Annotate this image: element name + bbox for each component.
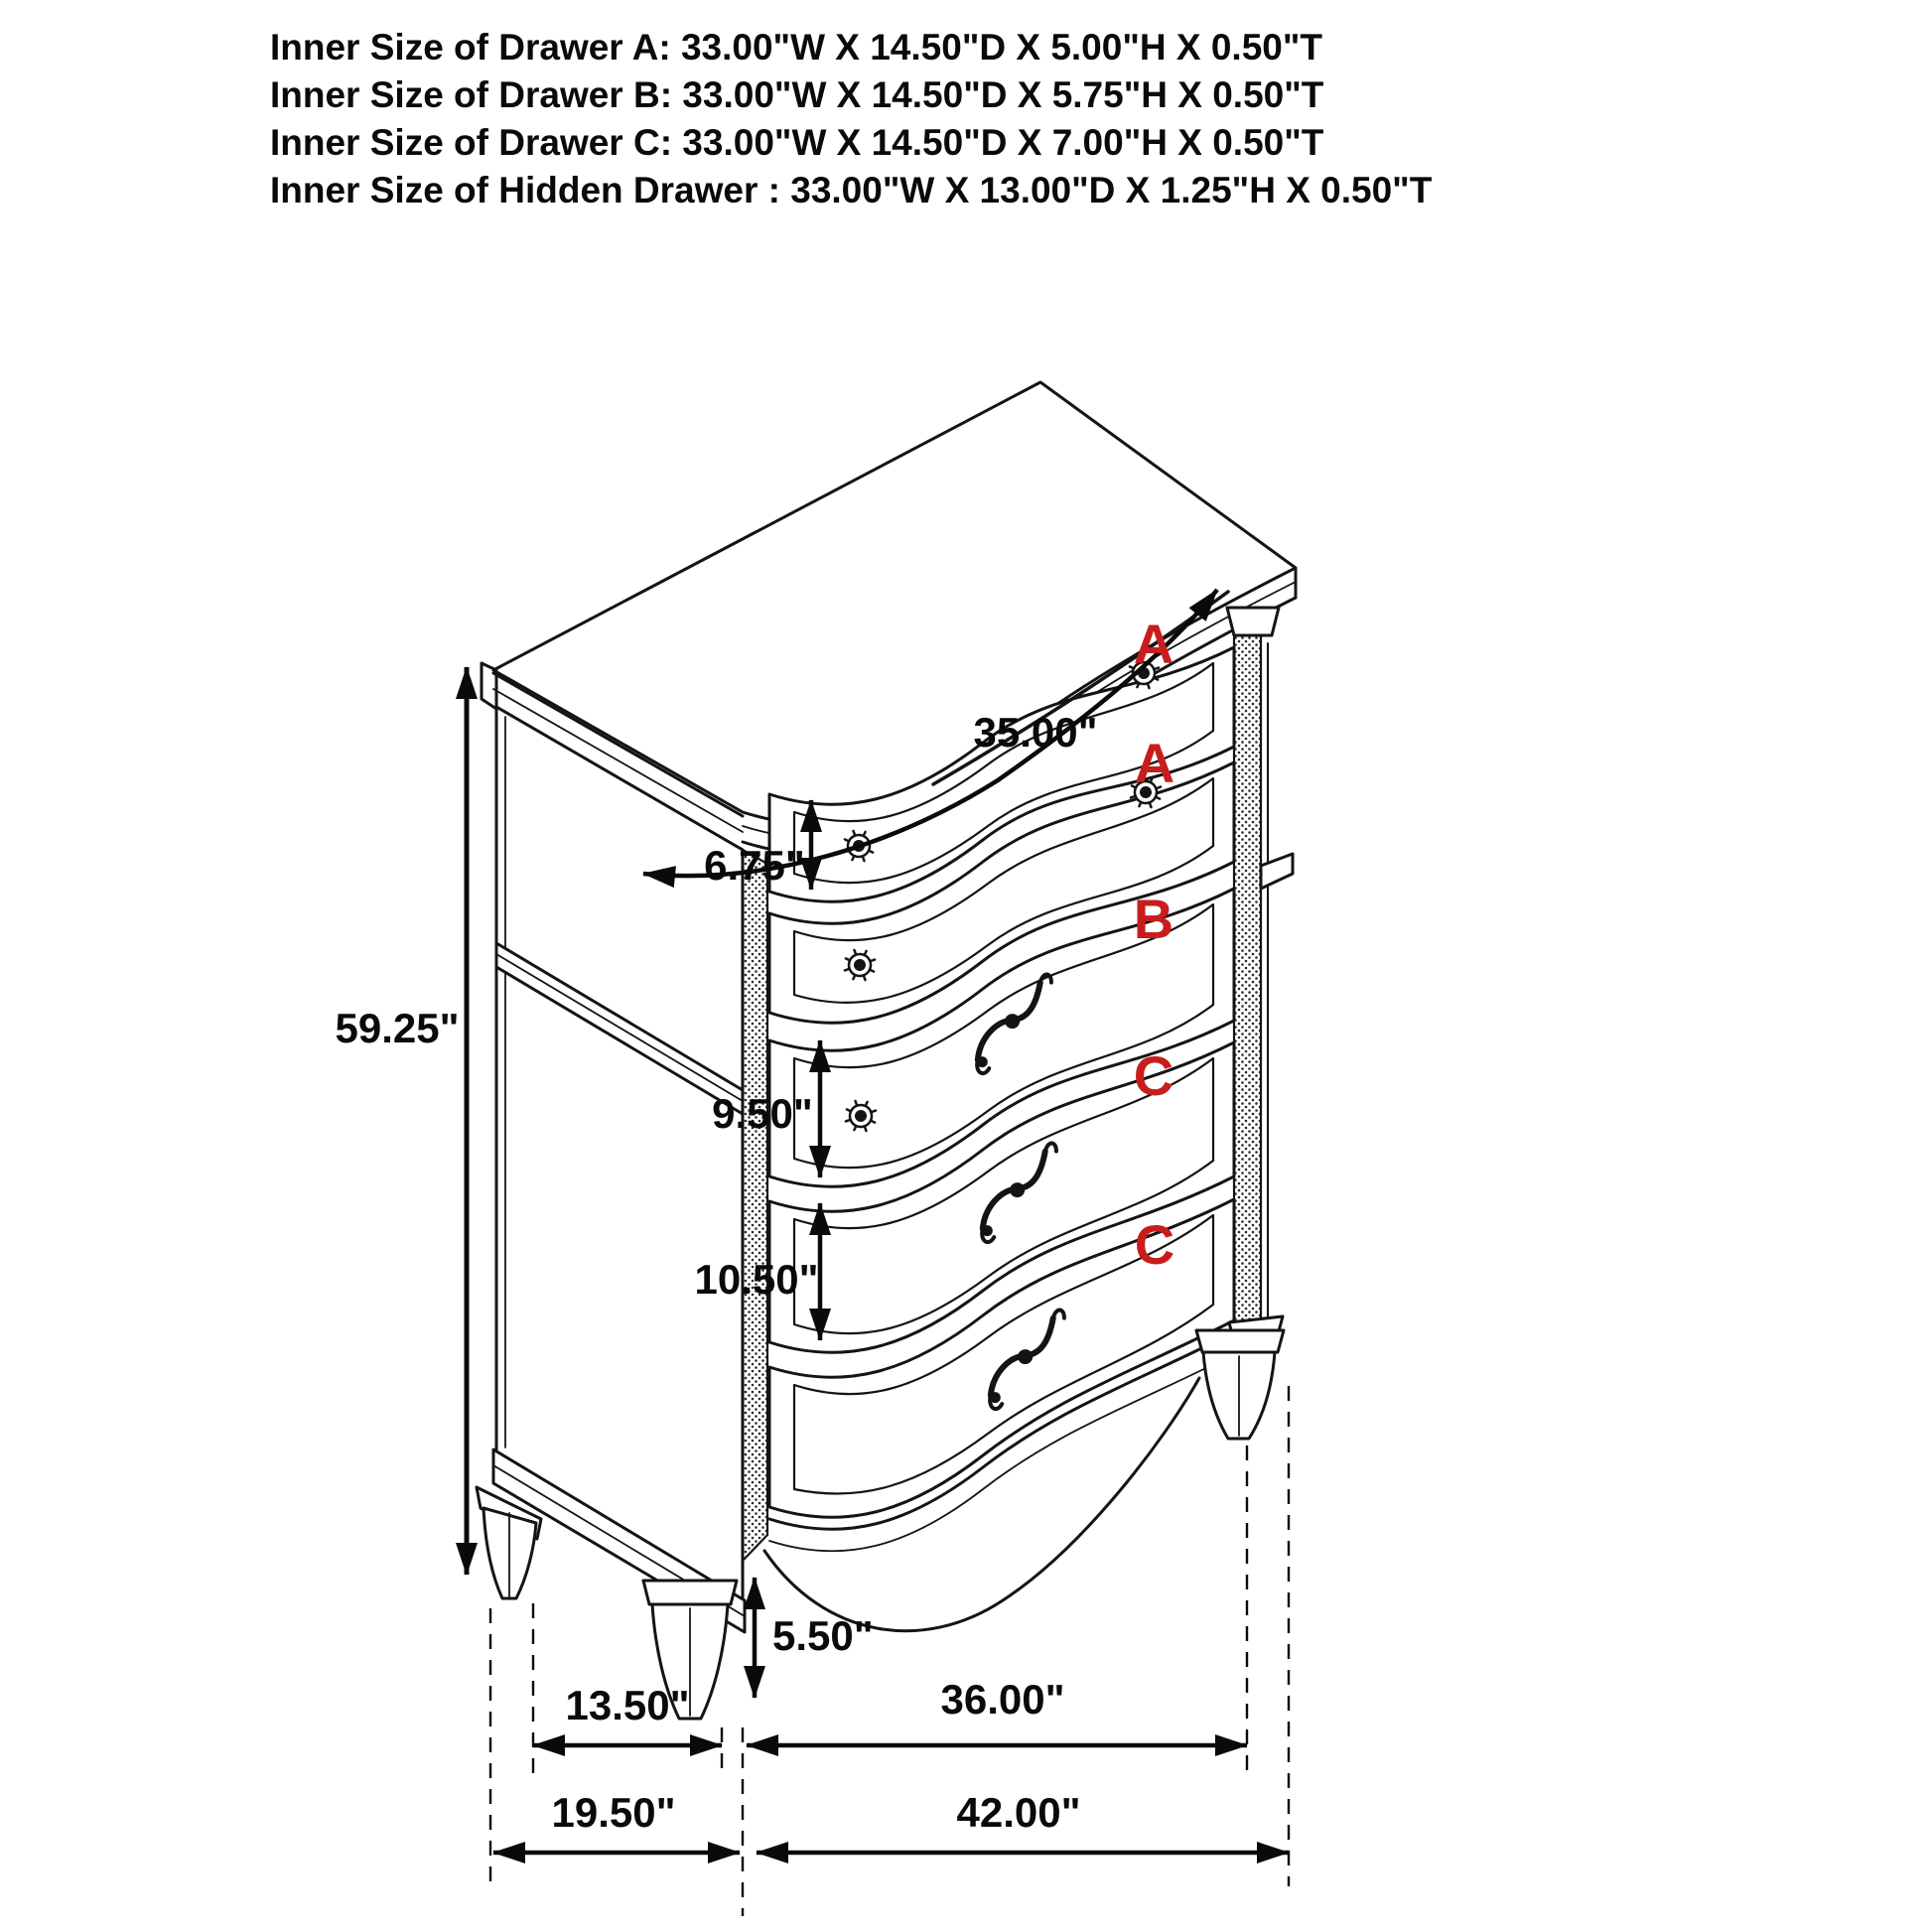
- dim-overall-depth-label: 19.50": [551, 1789, 676, 1836]
- dim-overall-width-label: 42.00": [956, 1789, 1081, 1836]
- front-right-leg: [1196, 1330, 1284, 1439]
- dim-leg-span-width: [747, 1676, 1247, 1745]
- dim-leg-height-label: 5.50": [772, 1612, 874, 1659]
- spec-line-drawer-c: Inner Size of Drawer C: 33.00"W X 14.50"D X 7.00"H X 0.50"T: [270, 122, 1324, 163]
- dim-overall-height: [335, 667, 467, 1575]
- spec-line-hidden-drawer: Inner Size of Hidden Drawer : 33.00"W X 13.00"D X 1.25"H X 0.50"T: [270, 170, 1433, 210]
- dim-drawer-c-label: 10.50": [694, 1256, 819, 1303]
- label-drawer-a1: A: [1133, 613, 1174, 675]
- dim-drawer-a-label: 6.75": [704, 842, 805, 889]
- dim-overall-height-label: 59.25": [335, 1005, 460, 1051]
- spec-line-drawer-b: Inner Size of Drawer B: 33.00"W X 14.50"D X 5.75"H X 0.50"T: [270, 74, 1324, 115]
- dim-overall-width: [757, 1789, 1289, 1853]
- label-drawer-c2: C: [1134, 1213, 1175, 1276]
- dim-top-width-label: 35.00": [973, 709, 1098, 756]
- label-drawer-c1: C: [1133, 1044, 1174, 1107]
- left-front-stile: [743, 850, 767, 1561]
- right-front-post: [1227, 608, 1293, 1342]
- label-drawer-b: B: [1133, 888, 1174, 950]
- dim-drawer-b-label: 9.50": [712, 1090, 813, 1137]
- spec-line-drawer-a: Inner Size of Drawer A: 33.00"W X 14.50"D X 5.00"H X 0.50"T: [270, 27, 1322, 68]
- dim-overall-depth: [493, 1789, 740, 1853]
- label-drawer-a2: A: [1134, 732, 1175, 794]
- dim-leg-height: [755, 1578, 874, 1698]
- dim-leg-inset-label: 13.50": [565, 1682, 690, 1728]
- dim-leg-span-label: 36.00": [940, 1676, 1065, 1723]
